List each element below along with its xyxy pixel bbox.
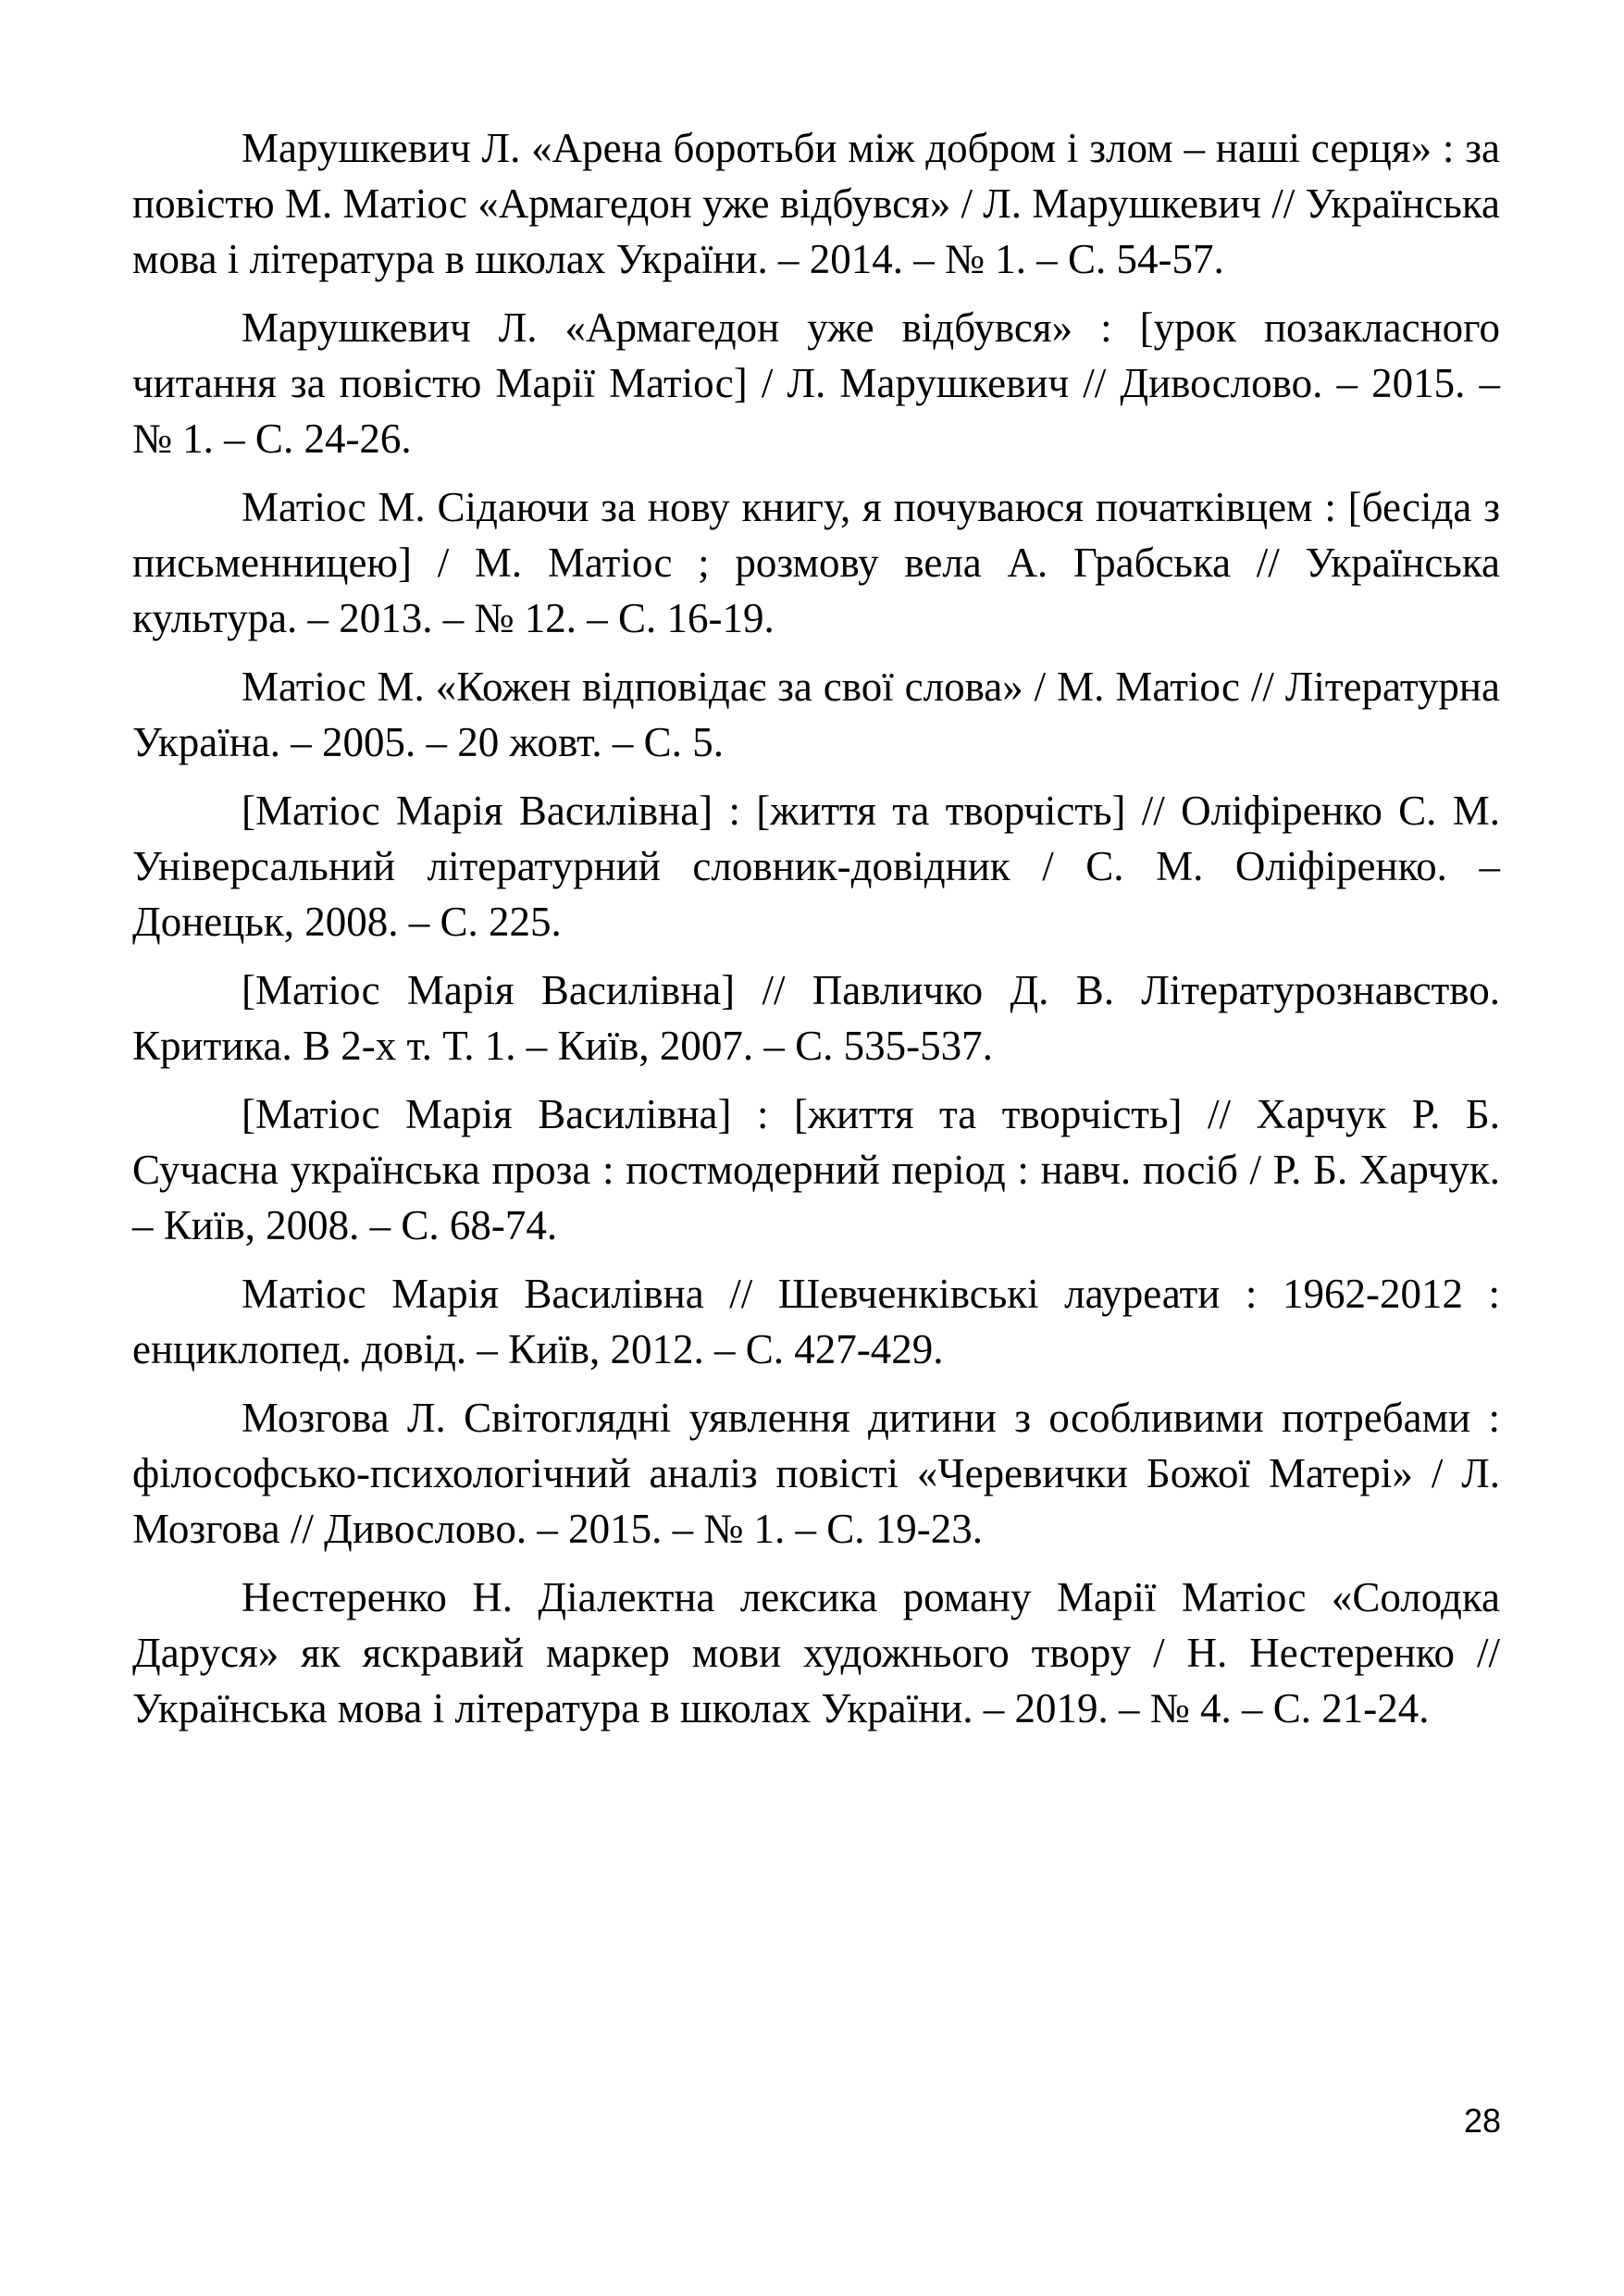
bibliography-entry: Марушкевич Л. «Арена боротьби між добром і злом – наші серця» : за повістю М. Матіос «Армагедон уже відбувся» / Л. Марушкевич // Українська мова і література в школах України. – 2014. – № 1. – С. 54-57. (132, 125, 1500, 282)
bibliography-entry: Нестеренко Н. Діалектна лексика роману Марії Матіос «Солодка Даруся» як яскравий маркер мови художнього твору / Н. Нестеренко // Українська мова і література в школах України. – 2019. – № 4. – С. 21-24. (132, 1574, 1500, 1731)
page-number: 28 (1464, 2102, 1502, 2140)
bibliography-entry: [Матіос Марія Василівна] // Павличко Д. В. Літературознавство. Критика. В 2-х т. Т. 1. – Київ, 2007. – С. 535-537. (132, 967, 1500, 1069)
bibliography-entry: Матіос М. «Кожен відповідає за свої слова» / М. Матіос // Літературна Україна. – 2005. – 20 жовт. – С. 5. (132, 664, 1500, 765)
bibliography-entry: [Матіос Марія Василівна] : [життя та творчість] // Оліфіренко С. М. Універсальний літературний словник-довідник / С. М. Оліфіренко. – Донецьк, 2008. – С. 225. (132, 788, 1500, 945)
bibliography-entry: Матіос Марія Василівна // Шевченківські лауреати : 1962-2012 : енциклопед. довід. – Київ, 2012. – С. 427-429. (132, 1271, 1500, 1372)
bibliography-entry: Матіос М. Сідаючи за нову книгу, я почуваюся початківцем : [бесіда з письменницею] / М. Матіос ; розмову вела А. Грабська // Українська культура. – 2013. – № 12. – С. 16-19. (132, 484, 1500, 641)
bibliography-list (132, 120, 1500, 1749)
bibliography-entry: [Матіос Марія Василівна] : [життя та творчість] // Харчук Р. Б. Сучасна українська проза : постмодерний період : навч. посіб / Р. Б. Харчук. – Київ, 2008. – С. 68-74. (132, 1091, 1500, 1248)
bibliography-entry: Мозгова Л. Світоглядні уявлення дитини з особливими потребами : філософсько-психологічний аналіз повісті «Черевички Божої Матері» / Л. Мозгова // Дивослово. – 2015. – № 1. – С. 19-23. (132, 1395, 1500, 1552)
bibliography-entry: Марушкевич Л. «Армагедон уже відбувся» : [урок позакласного читання за повістю Марії Матіос] / Л. Марушкевич // Дивослово. – 2015. – № 1. – С. 24-26. (132, 304, 1500, 462)
